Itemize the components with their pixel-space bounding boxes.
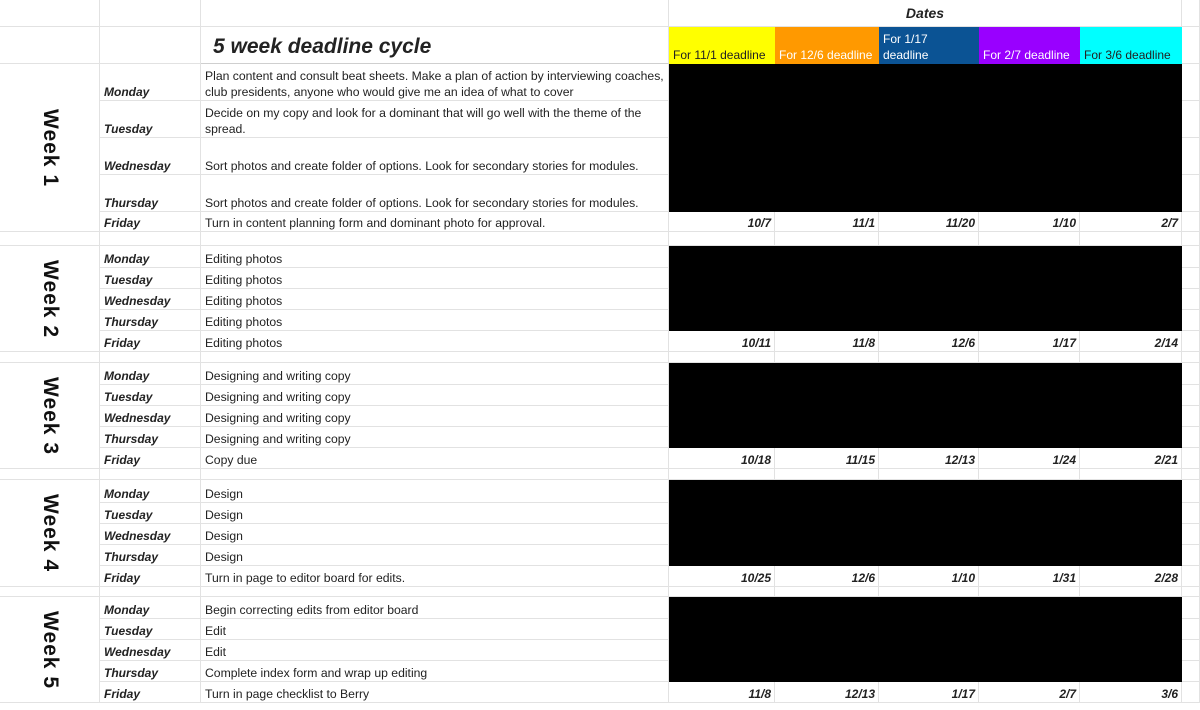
day-name: Wednesday	[104, 411, 171, 425]
deadline-header-1[interactable]	[669, 27, 775, 64]
blacked-out-cells[interactable]	[669, 101, 1182, 138]
dates-header[interactable]: Dates	[669, 0, 1182, 27]
blacked-out-cells[interactable]	[669, 268, 1182, 289]
day-cell[interactable]	[100, 289, 201, 310]
task-text: Editing photos	[205, 294, 283, 308]
deadline-date: 12/13	[944, 453, 975, 467]
day-cell[interactable]	[100, 661, 201, 682]
deadline-date-cell[interactable]	[879, 448, 979, 469]
deadline-date: 10/18	[740, 453, 771, 467]
task-cell[interactable]	[201, 246, 669, 268]
week-label-5[interactable]	[0, 597, 100, 703]
grid-cell[interactable]	[1182, 246, 1200, 268]
day-cell[interactable]	[100, 64, 201, 101]
day-cell[interactable]	[100, 427, 201, 448]
deadline-date-cell[interactable]	[1080, 212, 1182, 232]
deadline-date: 12/13	[844, 687, 875, 701]
blacked-out-cells[interactable]	[669, 619, 1182, 640]
deadline-date-cell[interactable]	[979, 212, 1080, 232]
grid-cell[interactable]	[0, 352, 100, 363]
blacked-out-cells[interactable]	[669, 480, 1182, 503]
day-name: Friday	[104, 453, 141, 467]
grid-cell[interactable]	[0, 232, 100, 246]
deadline-date-cell[interactable]	[879, 682, 979, 703]
grid-cell[interactable]	[879, 232, 979, 246]
day-cell[interactable]	[100, 448, 201, 469]
grid-cell[interactable]	[1182, 64, 1200, 101]
blacked-out-cells[interactable]	[669, 175, 1182, 212]
task-cell[interactable]	[201, 175, 669, 212]
day-name: Thursday	[104, 666, 159, 680]
day-name: Thursday	[104, 196, 159, 210]
task-cell[interactable]	[201, 385, 669, 406]
deadline-header-4[interactable]	[979, 27, 1080, 64]
day-name: Friday	[104, 687, 141, 701]
deadline-date: 11/8	[852, 336, 875, 350]
deadline-date-cell[interactable]	[979, 682, 1080, 703]
day-cell[interactable]	[100, 503, 201, 524]
blacked-out-cells[interactable]	[669, 661, 1182, 682]
blacked-out-cells[interactable]	[669, 310, 1182, 331]
task-text: Editing photos	[205, 336, 283, 350]
task-text: Design	[205, 529, 243, 543]
deadline-date-cell[interactable]	[979, 448, 1080, 469]
deadline-header-label: For 3/6 deadline	[1084, 48, 1171, 62]
day-name: Tuesday	[104, 122, 153, 136]
deadline-date-cell[interactable]	[775, 212, 879, 232]
grid-cell[interactable]	[1182, 503, 1200, 524]
task-cell[interactable]	[201, 619, 669, 640]
deadline-header-3[interactable]	[879, 27, 979, 64]
deadline-header-label: For 1/17 deadline	[883, 32, 929, 62]
grid-cell[interactable]	[1182, 385, 1200, 406]
deadline-date-cell[interactable]	[669, 682, 775, 703]
grid-cell[interactable]	[775, 469, 879, 480]
task-cell[interactable]	[201, 289, 669, 310]
grid-cell[interactable]	[100, 352, 201, 363]
grid-cell[interactable]	[201, 232, 669, 246]
deadline-header-label: For 12/6 deadline	[779, 48, 873, 62]
deadline-date: 1/17	[951, 687, 975, 701]
task-cell[interactable]	[201, 448, 669, 469]
day-name: Thursday	[104, 432, 159, 446]
day-name: Monday	[104, 252, 150, 266]
task-text: Sort photos and create folder of options. Look for secondary stories for modules.	[205, 159, 639, 173]
grid-cell[interactable]	[1080, 587, 1182, 597]
grid-cell[interactable]	[0, 0, 100, 27]
day-cell[interactable]	[100, 331, 201, 352]
blacked-out-cells[interactable]	[669, 640, 1182, 661]
blacked-out-cells[interactable]	[669, 545, 1182, 566]
grid-cell[interactable]	[1182, 27, 1200, 64]
deadline-date: 2/28	[1154, 571, 1178, 585]
grid-cell[interactable]	[201, 587, 669, 597]
task-text: Turn in page to editor board for edits.	[205, 571, 406, 585]
blacked-out-cells[interactable]	[669, 363, 1182, 385]
task-cell[interactable]	[201, 101, 669, 138]
grid-cell[interactable]	[879, 469, 979, 480]
grid-cell[interactable]	[1182, 138, 1200, 175]
deadline-date: 2/7	[1059, 687, 1076, 701]
grid-cell[interactable]	[879, 352, 979, 363]
task-text: Turn in page checklist to Berry	[205, 687, 370, 701]
week-label-4[interactable]	[0, 480, 100, 587]
day-name: Friday	[104, 336, 141, 350]
deadline-date-cell[interactable]	[979, 331, 1080, 352]
grid-cell[interactable]	[201, 469, 669, 480]
grid-cell[interactable]	[0, 469, 100, 480]
deadline-date: 10/7	[747, 216, 771, 230]
grid-cell[interactable]	[1182, 101, 1200, 138]
deadline-date-cell[interactable]	[879, 212, 979, 232]
grid-cell[interactable]	[1182, 524, 1200, 545]
grid-cell[interactable]	[1182, 212, 1200, 232]
task-cell[interactable]	[201, 545, 669, 566]
task-text: Edit	[205, 624, 227, 638]
grid-cell[interactable]	[1182, 232, 1200, 246]
week-label-1[interactable]	[0, 64, 100, 232]
grid-cell[interactable]	[1182, 661, 1200, 682]
blacked-out-cells[interactable]	[669, 503, 1182, 524]
task-cell[interactable]	[201, 597, 669, 619]
task-cell[interactable]	[201, 138, 669, 175]
deadline-date: 1/10	[951, 571, 975, 585]
blacked-out-cells[interactable]	[669, 406, 1182, 427]
day-name: Thursday	[104, 315, 159, 329]
day-name: Wednesday	[104, 159, 171, 173]
deadline-date-cell[interactable]	[775, 566, 879, 587]
deadline-date: 2/14	[1154, 336, 1178, 350]
grid-cell[interactable]	[669, 587, 775, 597]
day-name: Wednesday	[104, 645, 171, 659]
blacked-out-cells[interactable]	[669, 385, 1182, 406]
blacked-out-cells[interactable]	[669, 427, 1182, 448]
grid-cell[interactable]	[1182, 640, 1200, 661]
deadline-date: 12/6	[951, 336, 975, 350]
week-label-text: Week 4	[38, 494, 62, 572]
day-cell[interactable]	[100, 310, 201, 331]
task-text: Designing and writing copy	[205, 411, 351, 425]
task-text: Plan content and consult beat sheets. Make a plan of action by interviewing coaches, club presidents, anyone who would give me an idea of what to cover	[205, 69, 664, 99]
deadline-date-cell[interactable]	[775, 448, 879, 469]
deadline-header-label: For 2/7 deadline	[983, 48, 1070, 62]
blacked-out-cells[interactable]	[669, 138, 1182, 175]
day-cell[interactable]	[100, 619, 201, 640]
week-label-3[interactable]	[0, 363, 100, 469]
day-name: Wednesday	[104, 529, 171, 543]
task-text: Copy due	[205, 453, 258, 467]
day-name: Monday	[104, 603, 150, 617]
grid-cell[interactable]	[1182, 545, 1200, 566]
task-cell[interactable]	[201, 661, 669, 682]
grid-cell[interactable]	[100, 0, 201, 27]
day-name: Tuesday	[104, 624, 153, 638]
week-label-2[interactable]	[0, 246, 100, 352]
task-text: Design	[205, 487, 243, 501]
blacked-out-cells[interactable]	[669, 64, 1182, 101]
deadline-date: 11/1	[852, 216, 875, 230]
grid-cell[interactable]	[1182, 175, 1200, 212]
day-name: Monday	[104, 369, 150, 383]
day-cell[interactable]	[100, 268, 201, 289]
grid-cell[interactable]	[1182, 480, 1200, 503]
grid-cell[interactable]	[1182, 597, 1200, 619]
deadline-date-cell[interactable]	[1080, 331, 1182, 352]
day-cell[interactable]	[100, 175, 201, 212]
grid-cell[interactable]	[979, 352, 1080, 363]
day-cell[interactable]	[100, 406, 201, 427]
deadline-date-cell[interactable]	[1080, 682, 1182, 703]
grid-cell[interactable]	[979, 232, 1080, 246]
sheet-title[interactable]	[201, 27, 669, 64]
grid-cell[interactable]	[1182, 469, 1200, 480]
task-text: Editing photos	[205, 315, 283, 329]
task-text: Turn in content planning form and dominant photo for approval.	[205, 216, 546, 230]
deadline-date: 10/11	[741, 336, 771, 350]
deadline-header-2[interactable]	[775, 27, 879, 64]
week-label-text: Week 3	[38, 376, 62, 455]
deadline-date-cell[interactable]	[669, 331, 775, 352]
grid-cell[interactable]	[100, 232, 201, 246]
deadline-date: 1/24	[1052, 453, 1076, 467]
grid-cell[interactable]	[1182, 619, 1200, 640]
grid-cell[interactable]	[201, 352, 669, 363]
task-text: Design	[205, 508, 243, 522]
task-cell[interactable]	[201, 682, 669, 703]
grid-cell[interactable]	[1182, 363, 1200, 385]
task-cell[interactable]	[201, 524, 669, 545]
grid-cell[interactable]	[669, 232, 775, 246]
deadline-date: 12/6	[851, 571, 875, 585]
deadline-date-cell[interactable]	[979, 566, 1080, 587]
grid-cell[interactable]	[1080, 469, 1182, 480]
grid-cell[interactable]	[1182, 0, 1200, 27]
grid-cell[interactable]	[1182, 352, 1200, 363]
grid-cell[interactable]	[1182, 268, 1200, 289]
grid-cell[interactable]	[1182, 331, 1200, 352]
grid-cell[interactable]	[201, 0, 669, 27]
deadline-date: 2/21	[1154, 453, 1178, 467]
week-label-text: Week 5	[38, 610, 62, 689]
task-cell[interactable]	[201, 406, 669, 427]
grid-cell[interactable]	[1182, 448, 1200, 469]
task-cell[interactable]	[201, 640, 669, 661]
day-cell[interactable]	[100, 640, 201, 661]
task-text: Design	[205, 550, 243, 564]
task-cell[interactable]	[201, 566, 669, 587]
deadline-date-cell[interactable]	[669, 212, 775, 232]
task-text: Complete index form and wrap up editing	[205, 666, 428, 680]
deadline-date-cell[interactable]	[669, 566, 775, 587]
day-cell[interactable]	[100, 138, 201, 175]
day-name: Friday	[104, 571, 141, 585]
task-text: Designing and writing copy	[205, 432, 351, 446]
sheet-title-text: 5 week deadline cycle	[213, 35, 432, 58]
task-text: Decide on my copy and look for a dominant that will go well with the theme of the spread.	[205, 106, 642, 136]
task-text: Designing and writing copy	[205, 369, 351, 383]
grid-cell[interactable]	[1182, 427, 1200, 448]
deadline-date: 10/25	[740, 571, 771, 585]
day-cell[interactable]	[100, 566, 201, 587]
grid-cell[interactable]	[1182, 406, 1200, 427]
grid-cell[interactable]	[0, 587, 100, 597]
deadline-date-cell[interactable]	[669, 448, 775, 469]
grid-cell[interactable]	[100, 27, 201, 64]
task-text: Designing and writing copy	[205, 390, 351, 404]
deadline-date-cell[interactable]	[879, 566, 979, 587]
grid-cell[interactable]	[775, 352, 879, 363]
day-cell[interactable]	[100, 545, 201, 566]
week-label-text: Week 2	[38, 259, 62, 338]
task-text: Sort photos and create folder of options. Look for secondary stories for modules.	[205, 196, 639, 210]
grid-cell[interactable]	[1182, 587, 1200, 597]
deadline-date: 3/6	[1161, 687, 1178, 701]
deadline-date-cell[interactable]	[879, 331, 979, 352]
grid-cell[interactable]	[879, 587, 979, 597]
blacked-out-cells[interactable]	[669, 246, 1182, 268]
task-cell[interactable]	[201, 268, 669, 289]
deadline-date: 11/8	[748, 687, 771, 701]
deadline-header-5[interactable]	[1080, 27, 1182, 64]
grid-cell[interactable]	[100, 587, 201, 597]
grid-cell[interactable]	[1080, 232, 1182, 246]
day-name: Monday	[104, 487, 150, 501]
day-cell[interactable]	[100, 682, 201, 703]
blacked-out-cells[interactable]	[669, 597, 1182, 619]
deadline-date: 2/7	[1161, 216, 1178, 230]
grid-cell[interactable]	[1182, 289, 1200, 310]
day-name: Tuesday	[104, 390, 153, 404]
blacked-out-cells[interactable]	[669, 289, 1182, 310]
task-cell[interactable]	[201, 331, 669, 352]
grid-cell[interactable]	[775, 232, 879, 246]
day-name: Tuesday	[104, 273, 153, 287]
deadline-date-cell[interactable]	[775, 331, 879, 352]
week-label-text: Week 1	[38, 108, 62, 187]
day-name: Wednesday	[104, 294, 171, 308]
blacked-out-cells[interactable]	[669, 524, 1182, 545]
task-cell[interactable]	[201, 480, 669, 503]
deadline-date-cell[interactable]	[1080, 566, 1182, 587]
task-text: Editing photos	[205, 273, 283, 287]
task-cell[interactable]	[201, 212, 669, 232]
task-cell[interactable]	[201, 427, 669, 448]
grid-cell[interactable]	[775, 587, 879, 597]
day-cell[interactable]	[100, 524, 201, 545]
deadline-date: 11/20	[945, 216, 975, 230]
grid-cell[interactable]	[979, 587, 1080, 597]
day-name: Friday	[104, 216, 141, 230]
grid-cell[interactable]	[1182, 682, 1200, 703]
task-text: Editing photos	[205, 252, 283, 266]
deadline-header-label: For 11/1 deadline	[673, 48, 766, 62]
grid-cell[interactable]	[1182, 566, 1200, 587]
day-cell[interactable]	[100, 246, 201, 268]
deadline-date-cell[interactable]	[1080, 448, 1182, 469]
deadline-date: 1/17	[1052, 336, 1076, 350]
task-cell[interactable]	[201, 64, 669, 101]
grid-cell[interactable]	[669, 469, 775, 480]
grid-cell[interactable]	[979, 469, 1080, 480]
grid-cell[interactable]	[100, 469, 201, 480]
day-cell[interactable]	[100, 212, 201, 232]
day-cell[interactable]	[100, 480, 201, 503]
deadline-date: 1/10	[1052, 216, 1076, 230]
deadline-date-cell[interactable]	[775, 682, 879, 703]
grid-cell[interactable]	[669, 352, 775, 363]
grid-cell[interactable]	[1080, 352, 1182, 363]
day-cell[interactable]	[100, 597, 201, 619]
day-name: Thursday	[104, 550, 159, 564]
deadline-date: 11/15	[845, 453, 875, 467]
day-cell[interactable]	[100, 101, 201, 138]
day-cell[interactable]	[100, 385, 201, 406]
task-text: Begin correcting edits from editor board	[205, 603, 419, 617]
grid-cell[interactable]	[1182, 310, 1200, 331]
day-name: Tuesday	[104, 508, 153, 522]
task-cell[interactable]	[201, 363, 669, 385]
task-cell[interactable]	[201, 503, 669, 524]
deadline-date: 1/31	[1052, 571, 1076, 585]
task-cell[interactable]	[201, 310, 669, 331]
grid-cell[interactable]	[0, 27, 100, 64]
task-text: Edit	[205, 645, 227, 659]
day-name: Monday	[104, 85, 150, 99]
day-cell[interactable]	[100, 363, 201, 385]
